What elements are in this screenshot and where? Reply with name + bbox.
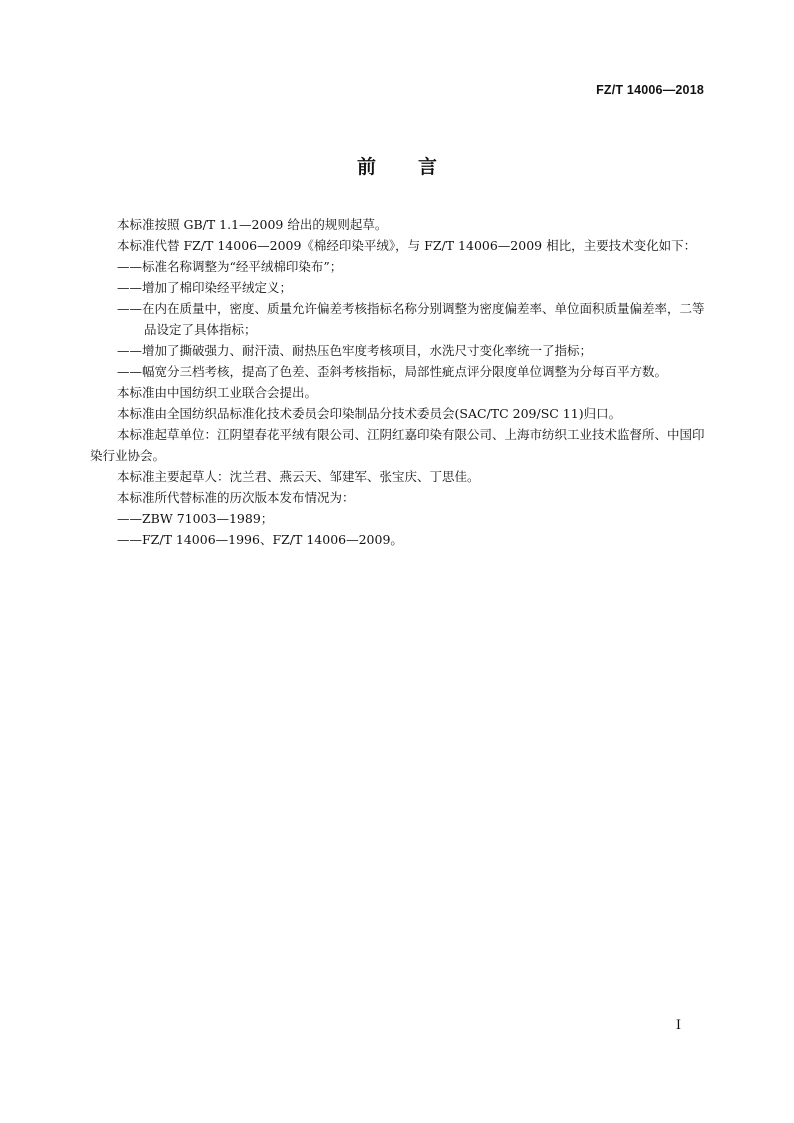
list-item: ——ZBW 71003—1989； bbox=[117, 511, 274, 526]
page-number: I bbox=[675, 1018, 681, 1033]
standard-code: FZ/T 14006—2018 bbox=[596, 83, 704, 97]
document-body bbox=[90, 214, 706, 550]
list-item: ——增加了棉印染经平绒定义； bbox=[117, 280, 293, 295]
list-item: ——增加了撕破强力、耐汗渍、耐热压色牢度考核项目，水洗尺寸变化率统一了指标； bbox=[117, 343, 593, 358]
paragraph: 本标准主要起草人：沈兰君、燕云天、邹建军、张宝庆、丁思佳。 bbox=[117, 469, 480, 484]
paragraph: 本标准起草单位：江阴望春花平绒有限公司、江阴红嘉印染有限公司、上海市纺织工业技术监督所、中国印染行业协会。 bbox=[90, 427, 705, 463]
list-item: ——FZ/T 14006—1996、FZ/T 14006—2009。 bbox=[117, 532, 403, 547]
list-item: ——标准名称调整为“经平绒棉印染布”； bbox=[117, 259, 343, 274]
paragraph: 本标准按照 GB/T 1.1—2009 给出的规则起草。 bbox=[117, 217, 388, 232]
list-item: ——在内在质量中，密度、质量允许偏差考核指标名称分别调整为密度偏差率、单位面积质量偏差率，二等品设定了具体指标； bbox=[117, 301, 705, 337]
paragraph: 本标准所代替标准的历次版本发布情况为： bbox=[117, 490, 355, 505]
paragraph: 本标准由全国纺织品标准化技术委员会印染制品分技术委员会(SAC/TC 209/SC 11)归口。 bbox=[117, 406, 622, 421]
paragraph: 本标准代替 FZ/T 14006—2009《棉经印染平绒》，与 FZ/T 14006—2009 相比，主要技术变化如下： bbox=[117, 238, 697, 253]
page-title: 前言 bbox=[356, 156, 479, 178]
paragraph: 本标准由中国纺织工业联合会提出。 bbox=[117, 385, 318, 400]
list-item: ——幅宽分三档考核，提高了色差、歪斜考核指标，局部性疵点评分限度单位调整为分每百平方数。 bbox=[117, 364, 668, 379]
